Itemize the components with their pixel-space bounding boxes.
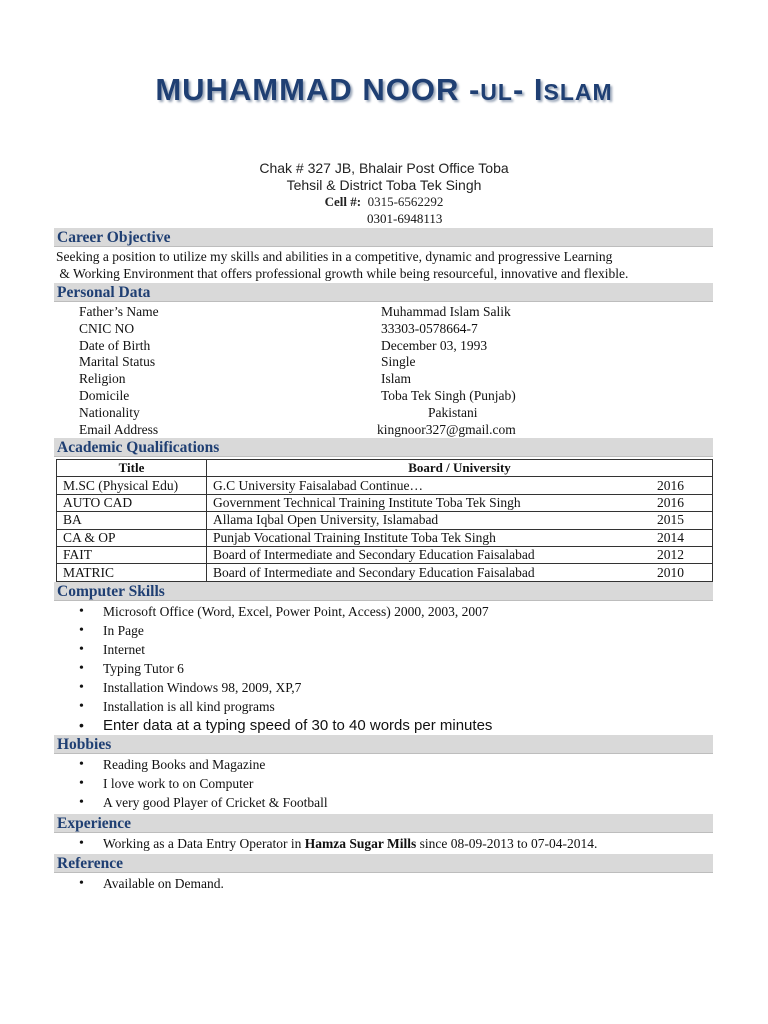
personal-value: Muhammad Islam Salik xyxy=(381,304,511,319)
qualification-year: 2016 xyxy=(657,477,684,493)
personal-value: 33303-0578664-7 xyxy=(381,320,478,336)
resume-name: MUHAMMAD NOOR -UL- ISLAM xyxy=(155,72,613,107)
qualification-board: G.C University Faisalabad Continue… xyxy=(213,477,423,493)
personal-value: Islam xyxy=(381,371,411,387)
qualification-year: 2012 xyxy=(657,547,684,563)
list-item: • Typing Tutor 6 xyxy=(79,659,492,678)
personal-data-heading: Personal Data xyxy=(54,283,713,302)
qualification-year: 2010 xyxy=(657,564,684,580)
address-line-1: Chak # 327 JB, Bhalair Post Office Toba xyxy=(259,160,509,176)
reference-list xyxy=(79,874,224,893)
table-row xyxy=(57,512,713,529)
personal-label: Marital Status xyxy=(79,354,156,370)
list-item: • Available on Demand. xyxy=(79,874,224,893)
personal-label: Email Address xyxy=(79,421,159,437)
list-item: • Working as a Data Entry Operator in Hamza Sugar Mills since 08-09-2013 to 07-04-2014. xyxy=(79,834,597,853)
qualification-board-cell xyxy=(207,564,713,581)
qualification-board-cell xyxy=(207,546,713,563)
qualification-board-cell xyxy=(207,512,713,529)
qualification-board: Government Technical Training Institute Toba Tek Singh xyxy=(213,494,521,510)
qualification-title: FAIT xyxy=(57,546,207,563)
cell-2: 0301-6948113 xyxy=(367,211,443,226)
qualification-board-cell xyxy=(207,477,713,494)
personal-label: Religion xyxy=(79,371,126,387)
experience-heading: Experience xyxy=(54,814,713,833)
qualification-year: 2016 xyxy=(657,494,684,510)
table-header-row xyxy=(57,460,713,477)
list-item: • Installation is all kind programs xyxy=(79,697,492,716)
qualification-board: Board of Intermediate and Secondary Education Faisalabad xyxy=(213,547,535,563)
career-line-2: & Working Environment that offers professional growth while being resourceful, innovative and flexible. xyxy=(56,266,629,281)
list-item: • Reading Books and Magazine xyxy=(79,755,328,774)
qualification-title: MATRIC xyxy=(57,564,207,581)
personal-label: Nationality xyxy=(79,404,140,420)
qualification-board-cell xyxy=(207,529,713,546)
table-row xyxy=(57,529,713,546)
personal-label: Father’s Name xyxy=(79,304,159,319)
col-board: Board / University xyxy=(207,460,713,477)
personal-value: December 03, 1993 xyxy=(381,337,488,353)
list-item: • A very good Player of Cricket & Football xyxy=(79,793,328,812)
table-row xyxy=(57,477,713,494)
qualification-board-cell xyxy=(207,494,713,511)
list-item: • Microsoft Office (Word, Excel, Power Point, Access) 2000, 2003, 2007 xyxy=(79,602,492,621)
table-row xyxy=(57,494,713,511)
computer-skills-list xyxy=(79,602,492,735)
qualification-title: BA xyxy=(57,512,207,529)
hobbies-list xyxy=(79,755,328,812)
table-row xyxy=(57,546,713,563)
personal-value: kingnoor327@gmail.com xyxy=(377,421,516,437)
personal-value: Single xyxy=(381,354,416,370)
qualification-title: CA & OP xyxy=(57,529,207,546)
qualification-year: 2015 xyxy=(657,512,684,528)
career-objective-heading: Career Objective xyxy=(54,228,713,247)
hobbies-heading: Hobbies xyxy=(54,735,713,754)
academic-table xyxy=(56,459,713,582)
list-item: • Installation Windows 98, 2009, XP,7 xyxy=(79,678,492,697)
qualification-title: M.SC (Physical Edu) xyxy=(57,477,207,494)
qualification-board: Board of Intermediate and Secondary Education Faisalabad xyxy=(213,564,535,580)
personal-label: Date of Birth xyxy=(79,337,151,353)
personal-label: CNIC NO xyxy=(79,320,135,336)
career-line-1: Seeking a position to utilize my skills and abilities in a competitive, dynamic and progressive Learning xyxy=(56,249,613,264)
personal-value: Pakistani xyxy=(428,404,478,420)
qualification-board: Punjab Vocational Training Institute Toba Tek Singh xyxy=(213,529,496,545)
list-item: • I love work to on Computer xyxy=(79,774,328,793)
table-row xyxy=(57,564,713,581)
personal-label: Domicile xyxy=(79,388,130,403)
list-item: • Internet xyxy=(79,640,492,659)
qualification-board: Allama Iqbal Open University, Islamabad xyxy=(213,512,439,528)
list-item: • In Page xyxy=(79,621,492,640)
computer-skills-heading: Computer Skills xyxy=(54,582,713,601)
address-line-2: Tehsil & District Toba Tek Singh xyxy=(286,177,482,193)
reference-heading: Reference xyxy=(54,854,713,873)
personal-value: Toba Tek Singh (Punjab) xyxy=(381,388,516,403)
cell-row: Cell #: 0315-6562292 xyxy=(324,194,444,209)
list-item: • Enter data at a typing speed of 30 to 40 words per minutes xyxy=(79,716,492,735)
experience-list xyxy=(79,834,597,853)
qualification-title: AUTO CAD xyxy=(57,494,207,511)
qualification-year: 2014 xyxy=(657,529,684,545)
academic-heading: Academic Qualifications xyxy=(54,438,713,457)
col-title: Title xyxy=(57,460,207,477)
